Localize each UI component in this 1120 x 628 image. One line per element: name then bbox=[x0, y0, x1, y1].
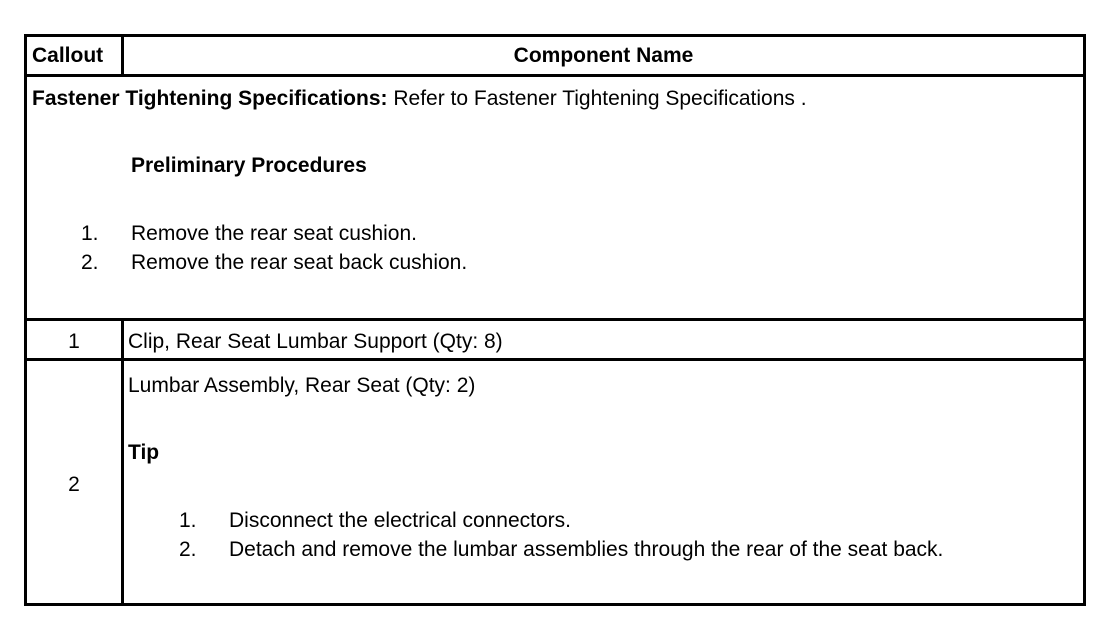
fastener-spec-label: Fastener Tightening Specifications: bbox=[32, 87, 388, 110]
row1-callout: 1 bbox=[68, 330, 80, 353]
preliminary-step-number: 1. bbox=[81, 222, 99, 245]
row2-component-name: Lumbar Assembly, Rear Seat (Qty: 2) bbox=[128, 374, 476, 397]
fastener-spec-line bbox=[32, 87, 807, 111]
row2-column-divider bbox=[121, 358, 124, 603]
preliminary-procedures-title: Preliminary Procedures bbox=[131, 154, 367, 177]
tip-step-text: Disconnect the electrical connectors. bbox=[229, 509, 571, 532]
row1-divider bbox=[27, 358, 1083, 361]
row1-component-name: Clip, Rear Seat Lumbar Support (Qty: 8) bbox=[128, 330, 503, 353]
header-divider bbox=[27, 74, 1083, 77]
intro-divider bbox=[27, 318, 1083, 321]
preliminary-step-text: Remove the rear seat back cushion. bbox=[131, 251, 468, 274]
tip-step-number: 1. bbox=[179, 509, 197, 532]
preliminary-step-text: Remove the rear seat cushion. bbox=[131, 222, 417, 245]
table-border bbox=[24, 34, 1086, 606]
component-name-column-header: Component Name bbox=[513, 44, 694, 67]
preliminary-step-number: 2. bbox=[81, 251, 99, 274]
callout-column-header: Callout bbox=[32, 44, 104, 67]
fastener-spec-text: Refer to Fastener Tightening Specifications . bbox=[387, 87, 807, 110]
row2-callout: 2 bbox=[68, 473, 80, 496]
tip-title: Tip bbox=[128, 441, 160, 464]
row1-column-divider bbox=[121, 318, 124, 358]
tip-step-text: Detach and remove the lumbar assemblies through the rear of the seat back. bbox=[229, 538, 944, 561]
procedure-table bbox=[24, 34, 1086, 606]
tip-step-number: 2. bbox=[179, 538, 197, 561]
